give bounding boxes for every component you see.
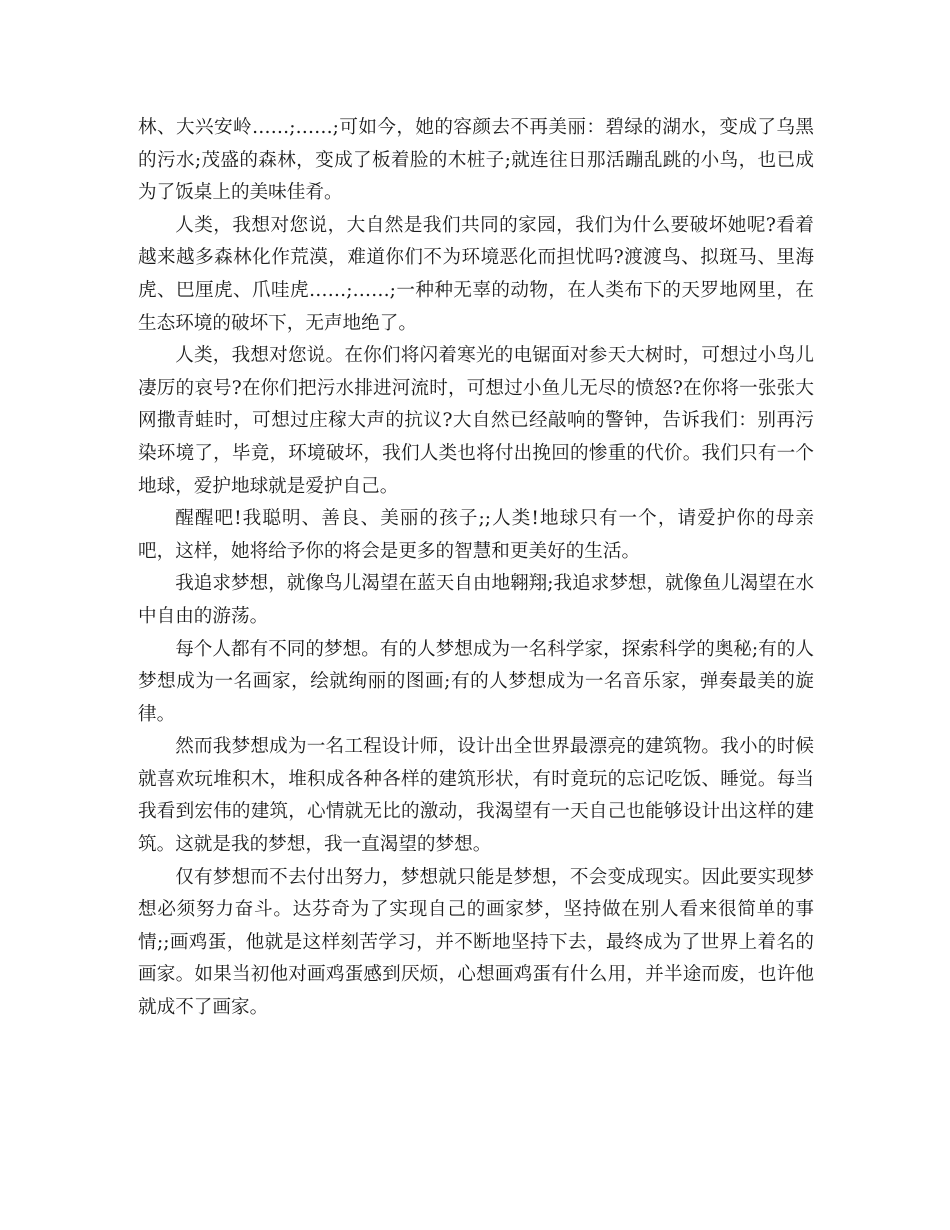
- paragraph-2: 人类，我想对您说，大自然是我们共同的家园，我们为什么要破坏她呢?看着越来越多森林化作荒漠，难道你们不为环境恶化而担忧吗?渡渡鸟、拟斑马、里海虎、巴厘虎、爪哇虎……;……;一种种无辜的动物，在人类布下的天罗地网里，在生态环境的破坏下，无声地绝了。: [138, 214, 814, 334]
- paragraph-6: 每个人都有不同的梦想。有的人梦想成为一名科学家，探索科学的奥秘;有的人梦想成为一名画家，绘就绚丽的图画;有的人梦想成为一名音乐家，弹奏最美的旋律。: [138, 638, 814, 725]
- document-body: [138, 112, 814, 1025]
- paragraph-1: 林、大兴安岭……;……;可如今，她的容颜去不再美丽：碧绿的湖水，变成了乌黑的污水;茂盛的森林，变成了板着脸的木桩子;就连往日那活蹦乱跳的小鸟，也已成为了饭桌上的美味佳肴。: [138, 117, 814, 204]
- paragraph-5: 我追求梦想，就像鸟儿渴望在蓝天自由地翱翔;我追求梦想，就像鱼儿渴望在水中自由的游荡。: [138, 573, 814, 627]
- paragraph-7: 然而我梦想成为一名工程设计师，设计出全世界最漂亮的建筑物。我小的时候就喜欢玩堆积木，堆积成各种各样的建筑形状，有时竟玩的忘记吃饭、睡觉。每当我看到宏伟的建筑，心情就无比的激动，我渴望有一天自己也能够设计出这样的建筑。这就是我的梦想，我一直渴望的梦想。: [138, 736, 814, 856]
- paragraph-4: 醒醒吧!我聪明、善良、美丽的孩子;;人类!地球只有一个，请爱护你的母亲吧，这样，她将给予你的将会是更多的智慧和更美好的生活。: [138, 508, 814, 562]
- paragraph-3: 人类，我想对您说。在你们将闪着寒光的电锯面对参天大树时，可想过小鸟儿凄厉的哀号?在你们把污水排进河流时，可想过小鱼儿无尽的愤怒?在你将一张张大网撒青蛙时，可想过庄稼大声的抗议?大自然已经敲响的警钟，告诉我们：别再污染环境了，毕竟，环境破坏，我们人类也将付出挽回的惨重的代价。我们只有一个地球，爱护地球就是爱护自己。: [138, 345, 814, 497]
- paragraph-8: 仅有梦想而不去付出努力，梦想就只能是梦想，不会变成现实。因此要实现梦想必须努力奋斗。达芬奇为了实现自己的画家梦，坚持做在别人看来很简单的事情;;画鸡蛋，他就是这样刻苦学习，并不断地坚持下去，最终成为了世界上着名的画家。如果当初他对画鸡蛋感到厌烦，心想画鸡蛋有什么用，并半途而废，也许他就成不了画家。: [138, 866, 814, 1019]
